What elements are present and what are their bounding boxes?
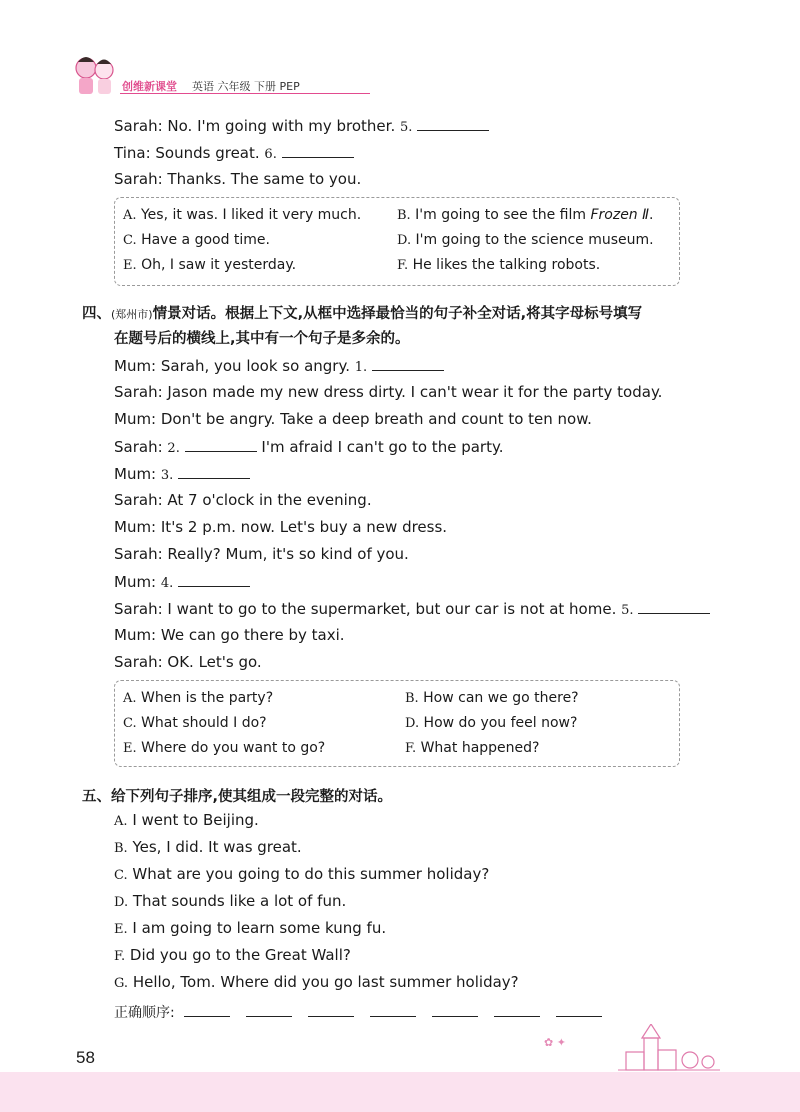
option-item: F. He likes the talking robots. <box>397 257 601 273</box>
answer-blank[interactable] <box>185 437 257 452</box>
order-blank[interactable] <box>370 1016 416 1017</box>
option-item: C. What should I do? <box>123 715 267 731</box>
answer-blank[interactable] <box>178 572 250 587</box>
order-blank[interactable] <box>184 1016 230 1017</box>
question-number: 2. <box>167 441 180 456</box>
header-rule <box>120 93 370 94</box>
dialogue-line: Sarah: At 7 o'clock in the evening. <box>114 491 372 509</box>
answer-blank[interactable] <box>372 356 444 371</box>
options-box <box>114 197 680 286</box>
dialogue-line <box>114 116 489 135</box>
dialogue-line: Sarah: Jason made my new dress dirty. I can't wear it for the party today. <box>114 383 663 401</box>
list-item: G. Hello, Tom. Where did you go last summer holiday? <box>114 973 519 991</box>
option-item: A. When is the party? <box>123 690 274 706</box>
dialogue-line: Mum: We can go there by taxi. <box>114 626 345 644</box>
question-number: 6. <box>264 147 277 162</box>
option-item: D. I'm going to the science museum. <box>397 232 654 248</box>
dialogue-line: Mum: 4. <box>114 572 250 591</box>
question-number: 3. <box>160 468 174 483</box>
dialogue-text: Sarah: No. I'm going with my brother. <box>114 117 396 135</box>
order-blank[interactable] <box>308 1016 354 1017</box>
list-item: B. Yes, I did. It was great. <box>114 838 302 856</box>
dialogue-line: Sarah: 2. I'm afraid I can't go to the party. <box>114 438 504 456</box>
section-5-heading: 五、给下列句子排序,使其组成一段完整的对话。 <box>82 789 393 805</box>
dialogue-line: Sarah: I want to go to the supermarket, but our car is not at home. 5. <box>114 599 710 618</box>
dialogue-line: Mum: Sarah, you look so angry. 1. <box>114 356 444 375</box>
dialogue-line: Mum: 3. <box>114 464 250 483</box>
question-number: 1. <box>354 360 368 375</box>
brand-title: 创维新课堂 <box>122 80 177 93</box>
course-info: 英语 六年级 下册 PEP <box>192 80 300 93</box>
section-4-heading-cont: 在题号后的横线上,其中有一个句子是多余的。 <box>114 331 410 347</box>
region-tag: (郑州市) <box>111 308 153 321</box>
answer-blank[interactable] <box>638 599 710 614</box>
dialogue-text: Sarah: Thanks. The same to you. <box>114 170 362 188</box>
option-item: E. Where do you want to go? <box>123 740 326 756</box>
option-item: F. What happened? <box>405 740 540 756</box>
dialogue-line <box>114 170 361 188</box>
option-item: E. Oh, I saw it yesterday. <box>123 257 297 273</box>
option-item: A. Yes, it was. I liked it very much. <box>123 207 362 223</box>
question-number: 5. <box>400 120 413 135</box>
list-item: E. I am going to learn some kung fu. <box>114 919 387 937</box>
question-number: 4. <box>160 576 174 591</box>
question-number: 5. <box>621 603 634 618</box>
list-item: D. That sounds like a lot of fun. <box>114 892 347 910</box>
dialogue-line: Sarah: Really? Mum, it's so kind of you. <box>114 545 409 563</box>
page-header <box>70 50 330 102</box>
list-item: A. I went to Beijing. <box>114 811 259 829</box>
dialogue-text: Tina: Sounds great. <box>114 144 260 162</box>
order-blank[interactable] <box>432 1016 478 1017</box>
options-box <box>114 680 680 767</box>
dialogue-line: Sarah: OK. Let's go. <box>114 653 262 671</box>
option-item: D. How do you feel now? <box>405 715 578 731</box>
option-item: B. How can we go there? <box>405 690 579 706</box>
castle-decoration-icon <box>614 1024 724 1072</box>
dialogue-line: Mum: Don't be angry. Take a deep breath and count to ten now. <box>114 410 592 428</box>
option-item: B. I'm going to see the film Frozen Ⅱ. <box>397 207 654 223</box>
dialogue-line: Mum: It's 2 p.m. now. Let's buy a new dress. <box>114 518 448 536</box>
order-blank[interactable] <box>246 1016 292 1017</box>
section-4-heading: 四、(郑州市)情景对话。根据上下文,从框中选择最恰当的句子补全对话,将其字母标号填写 <box>82 306 643 322</box>
option-item: C. Have a good time. <box>123 232 270 248</box>
page-number: 58 <box>76 1048 95 1067</box>
dialogue-line <box>114 143 354 162</box>
sparkle-icon: ✿ ✦ <box>544 1036 566 1049</box>
answer-blank[interactable] <box>178 464 250 479</box>
list-item: F. Did you go to the Great Wall? <box>114 946 351 964</box>
list-item: C. What are you going to do this summer holiday? <box>114 865 490 883</box>
answer-blank[interactable] <box>282 143 354 158</box>
answer-blank[interactable] <box>417 116 489 131</box>
cartoon-kids-logo <box>70 50 120 100</box>
order-blank[interactable] <box>556 1016 602 1017</box>
order-label: 正确顺序: <box>114 1005 175 1021</box>
order-blank[interactable] <box>494 1016 540 1017</box>
footer-band <box>0 1072 800 1112</box>
